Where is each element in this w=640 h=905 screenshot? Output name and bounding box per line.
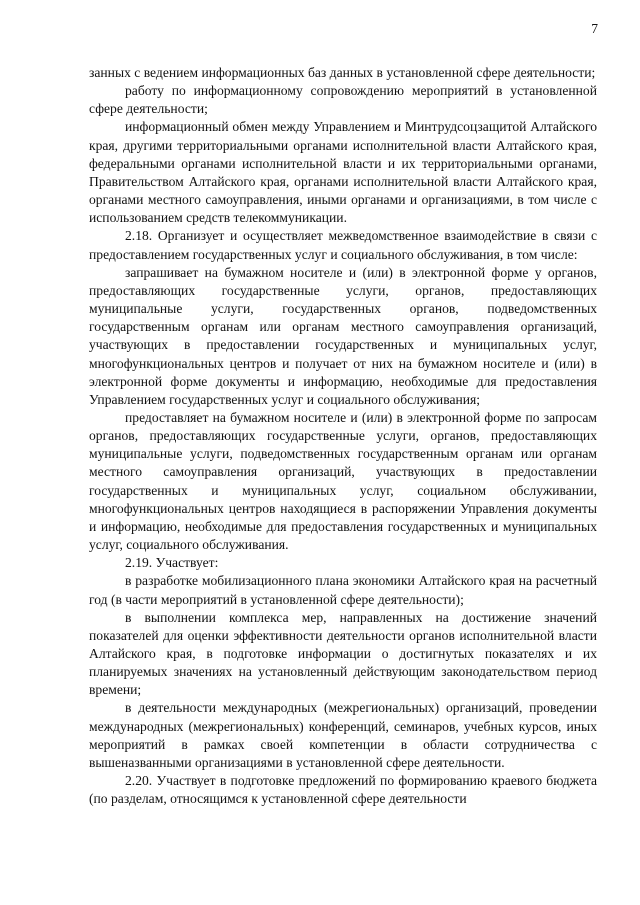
paragraph: информационный обмен между Управлением и Минтрудсоцзащитой Алтайского края, другими территориальными органами исполнительной власти Алтайского края, федеральными органами исполнительной власти и их территориальными органами, Правительством Алтайского края, органами исполнительной власти Алтайского края, органами местного самоуправления, иными органами и организациями, в том числе с использованием средств телекоммуникации. <box>89 119 597 226</box>
paragraph: в разработке мобилизационного плана экономики Алтайского края на расчетный год (в части мероприятий в установленной сфере деятельности); <box>89 573 597 607</box>
paragraph: в деятельности международных (межрегиональных) организаций, проведении международных (межрегиональных) конференций, семинаров, учебных курсов, иных мероприятий в рамках своей компетенции в области сотрудничества с вышеназванными организациями в установленной сфере деятельности. <box>89 700 597 770</box>
paragraph: в выполнении комплекса мер, направленных на достижение значений показателей для оценки эффективности деятельности органов исполнительной власти Алтайского края, в подготовке информации о достигнутых показателях и их планируемых значениях на установленный действующим законодательством период времени; <box>89 609 597 698</box>
document-body <box>89 64 597 808</box>
paragraph-section-2-20: 2.20. Участвует в подготовке предложений по формированию краевого бюджета (по разделам, относящимся к установленной сфере деятельности <box>89 773 597 807</box>
page-number: 7 <box>591 21 598 36</box>
paragraph: работу по информационному сопровождению мероприятий в установленной сфере деятельности; <box>89 83 597 117</box>
paragraph: запрашивает на бумажном носителе и (или) в электронной форме у органов, предоставляющих государственные услуги, органов, предоставляющих муниципальные услуги, государственных органов, подведомственных государственным органам или органам местного самоуправления организаций, участвующих в предоставлении государственных и муниципальных услуг, многофункциональных центров и получает от них на бумажном носителе и (или) в электронной форме документы и информацию, необходимые для предоставления Управлением государственных услуг и социального обслуживания; <box>89 264 597 407</box>
paragraph-continuation: занных с ведением информационных баз данных в установленной сфере деятельности; <box>89 65 596 80</box>
paragraph-section-2-19: 2.19. Участвует: <box>125 555 219 571</box>
paragraph-section-2-18: 2.18. Организует и осуществляет межведомственное взаимодействие в связи с предоставлением государственных услуг и социального обслуживания, в том числе: <box>89 228 597 262</box>
paragraph: предоставляет на бумажном носителе и (или) в электронной форме по запросам органов, предоставляющих государственные услуги, органов, предоставляющих муниципальные услуги, подведомственных государственным органам или органам местного самоуправления организаций, участвующих в предоставлении государственных и муниципальных услуг, социальном обслуживании, многофункциональных центров находящиеся в распоряжении Управления документы и информацию, необходимые для предоставления государственных и муниципальных услуг, социального обслуживания. <box>89 409 597 553</box>
